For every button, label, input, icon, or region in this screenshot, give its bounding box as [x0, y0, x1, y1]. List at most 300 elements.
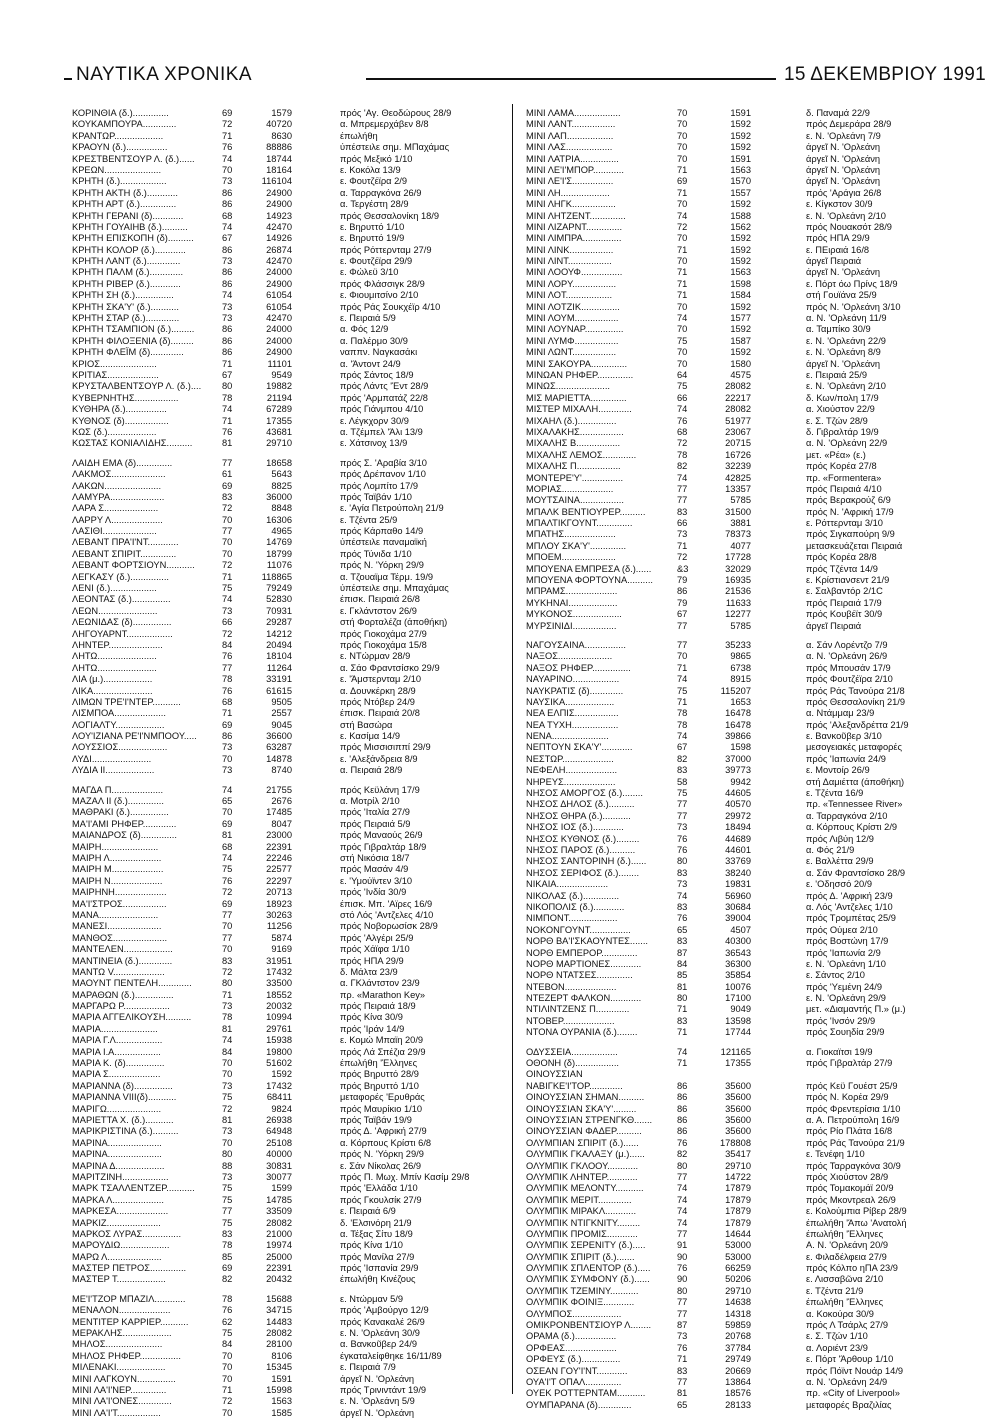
build-year: 73 [222, 256, 233, 267]
voyage-status: δ. Κων/πολη 17/9 [806, 392, 879, 403]
build-year: 77 [222, 526, 233, 537]
build-year: 79 [677, 597, 688, 608]
voyage-status: ε. Πειραιά 5/9 [340, 313, 396, 324]
gross-tonnage: 29749 [725, 1354, 751, 1365]
ship-row [72, 1115, 497, 1126]
gross-tonnage: 1598 [730, 278, 751, 289]
voyage-status: πρός Ν. 'Υόρκη 29/9 [340, 1149, 424, 1160]
gross-tonnage: 8106 [271, 1350, 292, 1361]
gross-tonnage: 22391 [266, 841, 292, 852]
ship-row [72, 1374, 497, 1385]
voyage-status: πρός Γιβραλτάρ 18/9 [340, 841, 427, 852]
gross-tonnage: 53000 [725, 1240, 751, 1251]
ship-name: ΜΑΡΚΙΖ..................... [72, 1217, 161, 1228]
gross-tonnage: 13598 [725, 1015, 751, 1026]
ship-row [72, 211, 497, 222]
voyage-status: άργεῖ Ν. 'Ορλεάνη [340, 1373, 415, 1384]
ship-name: ΛΕΒΑΝΤ ΠΡΑ'Ι'ΝΤ............ [72, 537, 179, 548]
ship-name: ΛΕΒΑΝΤ ΣΠΙΡΙΤ.............. [72, 548, 177, 559]
ship-row [72, 1172, 497, 1183]
ship-name: ΟΛΥΜΠΙΚ ΤΖΕΜΙΝΥ........... [526, 1285, 639, 1296]
gross-tonnage: 16306 [266, 514, 292, 525]
ship-row [526, 267, 976, 278]
gross-tonnage: 35600 [725, 1114, 751, 1125]
build-year: 74 [677, 1194, 688, 1205]
build-year: 73 [222, 765, 233, 776]
gross-tonnage: 22391 [266, 1263, 292, 1274]
build-year: 78 [222, 1012, 233, 1023]
build-year: 78 [677, 449, 688, 460]
ship-row [72, 1396, 497, 1407]
voyage-status: ναππν. Ναγκασάκι [340, 347, 418, 358]
ship-row [72, 629, 497, 640]
ship-name: ΜΙΝΙ ΛΟΟΥΦ................ [526, 267, 623, 278]
voyage-status: πρός Πειραιά 5/9 [340, 818, 411, 829]
ship-name: ΜΑΡΙΑΝΝΑ VIII(δ)........... [72, 1092, 177, 1103]
voyage-status: μετ. «Ρέα» (ε.) [806, 449, 866, 460]
ship-row [72, 427, 497, 438]
gross-tonnage: 28133 [725, 1399, 751, 1410]
ship-row [72, 393, 497, 404]
build-year: 74 [677, 674, 688, 685]
build-year: 77 [677, 810, 688, 821]
build-year: 71 [677, 1058, 688, 1069]
voyage-status: έπισκ. Πειραιά 26/8 [340, 594, 420, 605]
ship-row [526, 1016, 976, 1027]
ship-name: ΛΕΩΝ....................... [72, 605, 158, 616]
build-year: 66 [677, 518, 688, 529]
gross-tonnage: 1592 [730, 199, 751, 210]
gross-tonnage: 1580 [730, 358, 751, 369]
ship-name: ΛΕΩΝΙΔΑΣ (δ)............... [72, 617, 172, 628]
build-year: 71 [222, 989, 233, 1000]
ship-name: ΜΑΝΑ....................... [72, 909, 159, 920]
ship-name: ΚΡΥΣΤΑΛΒΕΝΤΣΟΥΡ Λ. (δ.).... [72, 381, 202, 392]
ship-name: ΟΙΝΟΥΣΣΙΑΝ ΣΗΜΑΝ.......... [526, 1092, 645, 1103]
gross-tonnage: 32239 [725, 461, 751, 472]
build-year: 85 [222, 1251, 233, 1262]
build-year: 86 [677, 1092, 688, 1103]
ship-row [72, 279, 497, 290]
gross-tonnage: 20494 [266, 639, 292, 650]
build-year: 72 [222, 560, 233, 571]
ship-row [526, 586, 976, 597]
build-year: 76 [222, 1305, 233, 1316]
gross-tonnage: 30684 [725, 901, 751, 912]
build-year: 81 [222, 438, 233, 449]
build-year: 74 [677, 404, 688, 415]
voyage-status: ε. Σάν Νίκολας 26/9 [340, 1160, 422, 1171]
voyage-status: πρός Πόϊντ Νουάρ 14/9 [806, 1365, 904, 1376]
build-year: 76 [677, 833, 688, 844]
gross-tonnage: 40000 [266, 1149, 292, 1160]
gross-tonnage: 35417 [725, 1149, 751, 1160]
group-gap [72, 450, 497, 458]
ship-name: ΟΛΥΜΠΙΚ ΜΙΡΑΚΛ............ [526, 1206, 637, 1217]
voyage-status: ε. ΝΤώρμαν 28/9 [340, 651, 411, 662]
build-year: 81 [677, 981, 688, 992]
group-gap [526, 632, 976, 640]
ship-name: ΚΡΗΤΗ ΦΛΕΪΜ (δ)............. [72, 347, 184, 358]
voyage-status: α. Ν. 'Ορλεάνη 22/9 [806, 438, 888, 449]
build-year: 74 [222, 853, 233, 863]
gross-tonnage: 4077 [730, 540, 751, 551]
ship-name: ΜΙΧΑΛΑΚΗΣ................. [526, 426, 624, 437]
ship-name: ΝΑΥΑΡΙΝΟ.................. [526, 674, 620, 685]
ship-name: ΟΛΥΜΠΙΚ ΓΚΑΛΑΞΥ (μ.)...... [526, 1149, 645, 1160]
ship-name: ΜΙΝΙ ΛΙΝΤ................. [526, 256, 612, 267]
build-year: 74 [677, 890, 688, 901]
ship-name: ΝΑΥΚΡΑΤΙΣ (δ)............. [526, 685, 624, 696]
ship-name: ΚΡΗΤΗ ΣΤΑΡ (δ.)............. [72, 313, 180, 324]
gross-tonnage: 4575 [730, 369, 751, 380]
gross-tonnage: 36300 [725, 958, 751, 969]
ship-name: ΜΑΡΙΓΩ..................... [72, 1103, 162, 1114]
ship-row [526, 393, 976, 404]
voyage-status: έπωλήθη Κινέζους [340, 1274, 416, 1285]
ship-row [526, 461, 976, 472]
ship-row [526, 621, 976, 632]
voyage-status: α. Βανκοῦβερ 24/9 [340, 1339, 418, 1350]
ship-row [72, 267, 497, 278]
ship-row [72, 876, 497, 887]
voyage-status: ε. Κασίμα 14/9 [340, 731, 400, 742]
build-year: 83 [677, 765, 688, 776]
voyage-status: στή Γουϊάνα 25/9 [806, 290, 877, 301]
build-year: 70 [677, 324, 688, 335]
ship-row [526, 686, 976, 697]
gross-tonnage: 28100 [266, 1339, 292, 1350]
ship-name: ΟΣΕΑΝ ΓΟΥ'Ι'ΝΤ............ [526, 1365, 628, 1376]
gross-tonnage: 30263 [266, 909, 292, 920]
gross-tonnage: 13864 [725, 1376, 751, 1387]
build-year: 61 [222, 469, 233, 480]
voyage-status: ε. 'Άμστερνταμ 2/10 [340, 674, 422, 685]
ship-row [526, 970, 976, 981]
voyage-status: ε. Κομώ Μπαϊη 20/9 [340, 1035, 424, 1046]
gross-tonnage: 9865 [730, 651, 751, 662]
ship-name: ΝΑΞΟΣ..................... [526, 651, 613, 662]
build-year: 73 [222, 605, 233, 616]
voyage-status: ε. Ν. 'Ορλεάνη 29/9 [806, 993, 886, 1004]
gross-tonnage: 1591 [730, 108, 751, 118]
gross-tonnage: 17879 [725, 1217, 751, 1228]
gross-tonnage: 14483 [266, 1316, 292, 1327]
build-year: 77 [677, 1228, 688, 1239]
gross-tonnage: 17728 [725, 552, 751, 563]
build-year: 86 [222, 244, 233, 255]
build-year: 86 [222, 347, 233, 358]
ship-name: ΜΥΡΣΙΝΙΔΙ................. [526, 620, 617, 631]
ship-row [72, 469, 497, 480]
ship-row [72, 515, 497, 526]
ship-name: ΝΤΕΖΕΡΤ ΦΑΛΚΟΝ............ [526, 993, 642, 1004]
voyage-status: έπισκ. Μπ. 'Αϊρες 16/9 [340, 898, 433, 909]
ship-row [526, 427, 976, 438]
ship-row [72, 1047, 497, 1058]
ship-name: ΟΛΥΜΠΟΣ................... [526, 1308, 622, 1319]
build-year: 76 [677, 1137, 688, 1148]
gross-tonnage: 14722 [725, 1171, 751, 1182]
ship-name: ΜΙΝΙ ΛΥΜΦ................. [526, 335, 619, 346]
build-year: 91 [677, 1240, 688, 1251]
voyage-status: πρός Κουβέϊτ 30/9 [806, 609, 883, 620]
ship-name: ΜΑΝΤΩ V.................... [72, 966, 165, 977]
ship-row [526, 868, 976, 879]
gross-tonnage: 40720 [266, 119, 292, 130]
ship-row [72, 967, 497, 978]
ship-row [72, 222, 497, 233]
gross-tonnage: 21194 [266, 392, 292, 403]
ship-row [72, 119, 497, 130]
gross-tonnage: 30077 [266, 1171, 292, 1182]
build-year: 75 [677, 381, 688, 392]
voyage-status: α. Γιοκαϊτσι 19/9 [806, 1046, 873, 1057]
ship-row [526, 256, 976, 267]
ship-row [526, 1274, 976, 1285]
gross-tonnage: 118865 [261, 571, 292, 582]
gross-tonnage: 15345 [266, 1362, 292, 1373]
ship-row [72, 503, 497, 514]
gross-tonnage: 1592 [730, 244, 751, 255]
ship-name: ΟΥΑ'Ι'Τ ΟΠΑΛ.............. [526, 1376, 622, 1387]
build-year: 88 [222, 1160, 233, 1171]
voyage-status: α. Ν. 'Ορλεάνη 24/9 [806, 1376, 888, 1387]
ship-row [72, 108, 497, 119]
gross-tonnage: 66259 [725, 1263, 751, 1274]
voyage-status: στή Νικόσια 18/7 [340, 853, 410, 863]
ship-row [72, 370, 497, 381]
ship-name: ΜΠΑΛΚ ΒΕΝΤΙΟΥΡΕΡ.......... [526, 506, 646, 517]
gross-tonnage: 17432 [266, 966, 292, 977]
ship-name: ΜΑΡΙΑ...................... [72, 1023, 158, 1034]
ship-row [526, 720, 976, 731]
build-year: 84 [222, 639, 233, 650]
ship-row [526, 495, 976, 506]
ship-name: ΛΟΥ'ΙΖΙΑΝΑ ΡΕ'Ι'ΝΜΠΟΟΥ..... [72, 731, 197, 742]
ship-name: ΛΥΔΙ....................... [72, 753, 152, 764]
voyage-status: πρός Δ. 'Αφρική 23/9 [806, 890, 893, 901]
ship-name: ΜΑΡΙΝΑ..................... [72, 1149, 162, 1160]
voyage-status: πρός Νοβορωσίσκ 28/9 [340, 921, 438, 932]
ship-row [526, 1297, 976, 1308]
gross-tonnage: 12277 [725, 609, 751, 620]
ship-row [526, 552, 976, 563]
ship-row [526, 290, 976, 301]
build-year: 79 [677, 575, 688, 586]
build-year: 69 [222, 719, 233, 730]
voyage-status: α. Ταμπίκο 30/9 [806, 324, 871, 335]
build-year: 74 [222, 784, 233, 795]
voyage-status: πρός Πειραιά 17/9 [806, 597, 882, 608]
build-year: 71 [677, 662, 688, 673]
ship-row [526, 1206, 976, 1217]
build-year: 71 [222, 358, 233, 369]
gross-tonnage: 22246 [266, 853, 292, 863]
voyage-status: ε. Πόρτ 'Άρθουρ 1/10 [806, 1354, 894, 1365]
gross-tonnage: 10994 [266, 1012, 292, 1023]
ship-name: ΝΤΟΒΕΡ.................... [526, 1015, 615, 1026]
ship-name: ΝΗΣΟΣ ΙΟΣ (δ.)............ [526, 822, 624, 833]
gross-tonnage: 44601 [725, 845, 751, 855]
ship-row [526, 1354, 976, 1365]
ship-name: ΜΙΝΙ ΣΑΚΟΥΡΑ.............. [526, 358, 628, 369]
gross-tonnage: 10076 [725, 981, 751, 992]
build-year: 70 [222, 1362, 233, 1373]
voyage-status: πρός Ράς Τανούρα 21/8 [806, 685, 905, 696]
voyage-status: πρός Κόλπο ηΠΑ 23/9 [806, 1263, 898, 1274]
gross-tonnage: 24900 [266, 199, 292, 210]
ship-row [526, 154, 976, 165]
gross-tonnage: 23000 [266, 830, 292, 841]
build-year: 74 [222, 153, 233, 164]
ship-name: ΜΑΙΑΝΔΡΟΣ (δ).............. [72, 830, 177, 841]
voyage-status: ύπέστειλε σημ. ΜΠαχάμας [340, 142, 450, 153]
ship-row [72, 651, 497, 662]
gross-tonnage: 22577 [266, 864, 292, 875]
voyage-status: α. Λοριέντ 23/9 [806, 1342, 868, 1353]
gross-tonnage: 29972 [725, 810, 751, 821]
build-year: 77 [222, 662, 233, 673]
ship-name: ΚΟΡΙΝΘΙΑ (δ.).............. [72, 108, 169, 118]
build-year: 74 [677, 313, 688, 324]
build-year: 75 [222, 1194, 233, 1205]
voyage-status: ε. 'Αλεξάνδρεια 8/9 [340, 753, 418, 764]
ship-name: ΟΛΥΜΠΙΚ ΓΚΛΟΟΥ............ [526, 1160, 639, 1171]
voyage-status: πρός 'Ισπανία 29/9 [340, 1263, 419, 1274]
ship-name: ΜΑΡΙΕΤΤΑ Χ. (δ.)........... [72, 1114, 174, 1125]
voyage-status: έγκαταλείφθηκε 16/11/89 [340, 1350, 442, 1361]
gross-tonnage: 39773 [725, 765, 751, 776]
build-year: 66 [222, 617, 233, 628]
voyage-status: α. Ν. 'Ορλεάνη 11/9 [806, 313, 887, 324]
ship-row [526, 1138, 976, 1149]
ship-row [72, 640, 497, 651]
voyage-status: α. Μοτρίλ 2/10 [340, 796, 400, 807]
voyage-status: ε. Ν. 'Ορλεάνη 8/9 [806, 347, 881, 358]
ship-row [526, 336, 976, 347]
gross-tonnage: 1592 [730, 256, 751, 267]
build-year: 68 [222, 210, 233, 221]
voyage-status: πρός Τζέντα 14/9 [806, 563, 878, 574]
build-year: 75 [222, 583, 233, 594]
ship-row [526, 834, 976, 845]
gross-tonnage: 9824 [271, 1103, 292, 1114]
ship-row [72, 165, 497, 176]
voyage-status: πρός Θεσσαλονίκη 18/9 [340, 210, 440, 221]
gross-tonnage: 35854 [725, 970, 751, 981]
ship-name: ΜΑΡΙΑ Ι.Α.................. [72, 1046, 161, 1057]
build-year: 75 [677, 788, 688, 799]
ship-name: ΟΡΦΕΑΣ.................... [526, 1342, 617, 1353]
build-year: 81 [222, 830, 233, 841]
ship-name: ΜΑΝΘΟΣ..................... [72, 932, 168, 943]
ship-name: ΟΛΥΜΠΙΚ ΠΡΟΜΙΣ............ [526, 1228, 638, 1239]
gross-tonnage: 39004 [725, 913, 751, 924]
ship-name: ΜΠΡΑΜΣ.................... [526, 586, 618, 597]
gross-tonnage: 9045 [271, 719, 292, 730]
ship-row [72, 1183, 497, 1194]
ship-name: ΜΑΡΚ ΤΣΑΛΛΕΝΤΖΕΡ........... [72, 1183, 195, 1194]
gross-tonnage: 37000 [725, 753, 751, 764]
gross-tonnage: 18923 [266, 898, 292, 909]
build-year: 73 [222, 1080, 233, 1091]
issue-date: 15 ΔΕΚΕΜΒΡΙΟΥ 1991 [784, 64, 986, 85]
gross-tonnage: 8740 [271, 765, 292, 776]
ship-name: ΜΙΝΙ ΛΑΣ.................. [526, 142, 613, 153]
ship-name: ΜΙΝΙ ΛΙΝΚ................. [526, 244, 614, 255]
ship-row [526, 1058, 976, 1069]
build-year: 67 [222, 233, 233, 244]
gross-tonnage: 22297 [266, 875, 292, 886]
ship-row [526, 1092, 976, 1103]
voyage-status: ε. Ν. 'Ορλεάνη 2/10 [806, 381, 886, 392]
ship-name: ΚΡΗΤΗ ΠΑΛΜ (δ.)............. [72, 267, 184, 278]
voyage-status: πρός 'Αρμπατάζ 22/8 [340, 392, 428, 403]
ship-name: ΟΛΥΜΠΙΚ ΜΕΛΟΝΤΥ........... [526, 1183, 644, 1194]
ship-row [72, 336, 497, 347]
gross-tonnage: 1592 [730, 347, 751, 358]
ship-name: ΜΑΡΚΑ Λ.................... [72, 1194, 164, 1205]
build-year: 86 [677, 1114, 688, 1125]
gross-tonnage: 11633 [725, 597, 751, 608]
build-year: 71 [677, 696, 688, 707]
voyage-status: πρός Κάρπαθο 14/9 [340, 526, 424, 537]
ship-name: ΜΑΡΩ Λ..................... [72, 1251, 162, 1262]
build-year: 74 [222, 290, 233, 301]
ship-name: ΚΡΗΤΗ ΓΕΡΑΝΙ (δ)............ [72, 210, 184, 221]
ship-name: ΜΠΟΥΕΝΑ ΕΜΠΡΕΣΑ (δ.)...... [526, 563, 652, 574]
ship-name: ΟΥΜΠΑΡΑΝΑ (δ)............. [526, 1399, 632, 1410]
ship-row [526, 1320, 976, 1331]
build-year: 75 [222, 864, 233, 875]
ship-name: ΜΙΝΙ ΛΑ'Ι'Τ................. [72, 1407, 161, 1418]
build-year: 90 [677, 1274, 688, 1285]
build-year: 70 [677, 108, 688, 118]
ship-name: ΚΡΙΤΙΑΣ.................... [72, 369, 159, 380]
ship-row [72, 245, 497, 256]
ship-name: ΜΟΝΤΕΡΕ'Υ'................ [526, 472, 624, 483]
gross-tonnage: 21000 [266, 1228, 292, 1239]
voyage-status: πρός Ν. 'Αφρική 17/9 [806, 506, 894, 517]
gross-tonnage: 24000 [266, 324, 292, 335]
ship-name: ΚΩΣΤΑΣ ΚΟΝΙΑΛΙΔΗΣ.......... [72, 438, 193, 449]
gross-tonnage: 64948 [266, 1126, 292, 1137]
gross-tonnage: 3881 [730, 518, 751, 529]
gross-tonnage: 18494 [725, 822, 751, 833]
build-year: 75 [222, 1328, 233, 1339]
build-year: 77 [677, 639, 688, 650]
ship-name: ΜΑΡΚΟΣ ΛΥΡΑΣ............... [72, 1228, 182, 1239]
gross-tonnage: 20713 [266, 887, 292, 898]
ship-name: ΜΙΝΙ ΛΗΓΚ................. [526, 199, 616, 210]
voyage-status: πρός Βερακρούζ 6/9 [806, 495, 891, 506]
ship-row [72, 978, 497, 989]
gross-tonnage: 61054 [266, 301, 292, 312]
build-year: 69 [677, 176, 688, 187]
voyage-status: πρός 'Ινδία 30/9 [340, 887, 407, 898]
ship-name: ΝΗΣΟΣ ΔΗΛΟΣ (δ.).......... [526, 799, 635, 810]
build-year: 72 [222, 966, 233, 977]
build-year: 78 [222, 1293, 233, 1304]
voyage-status: ε. Κολούμπια Ρίβερ 28/9 [806, 1206, 907, 1217]
ship-row [72, 1024, 497, 1035]
voyage-status: πρός Νουακσότ 28/9 [806, 221, 892, 232]
ship-name: ΚΡΗΤΗ ΕΠΙΣΚΟΠΗ (δ).......... [72, 233, 194, 244]
ship-row [526, 1027, 976, 1038]
ship-name: ΝΟΚΟΝΓΟΥΝΤ................ [526, 924, 631, 935]
ship-name: ΜΠΑΛΤΙΚΓΟΥΝΤ.............. [526, 518, 633, 529]
